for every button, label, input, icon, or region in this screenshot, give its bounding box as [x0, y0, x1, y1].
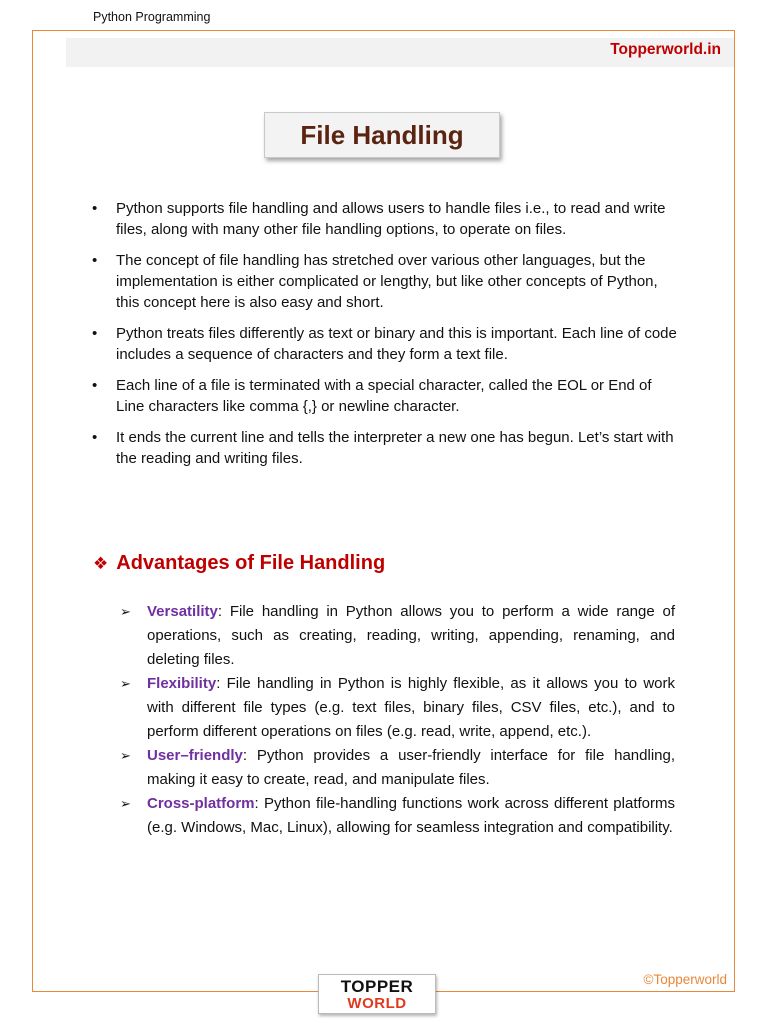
- advantage-item: [120, 600, 675, 672]
- advantage-item: [120, 744, 675, 792]
- bullet-icon: •: [92, 200, 98, 217]
- bullet-item: • The concept of file handling has stretched over various other languages, but the implementation is either complicated or lengthy, but like other concepts of Python, this concept here is also easy and short.: [92, 252, 658, 311]
- bullet-icon: •: [92, 325, 98, 342]
- page-title-box: [264, 112, 500, 158]
- copyright-note: ©Topperworld: [643, 972, 727, 987]
- arrow-bullet-icon: ➢: [120, 604, 131, 619]
- advantages-heading: ❖ Advantages of File Handling: [93, 552, 386, 574]
- advantage-item: [120, 672, 675, 744]
- advantages-list: [120, 600, 675, 840]
- logo-line-1: TOPPER: [340, 976, 414, 996]
- advantage-term: Cross-platform: [147, 795, 255, 812]
- bullet-item: • Each line of a file is terminated with a special character, called the EOL or End of Line characters like comma {,} or newline character.: [92, 377, 652, 415]
- arrow-bullet-icon: ➢: [120, 748, 131, 763]
- bullet-item: • It ends the current line and tells the interpreter a new one has begun. Let’s start with the reading and writing files.: [92, 429, 674, 467]
- bullet-icon: •: [92, 377, 98, 394]
- advantage-term: Versatility: [147, 603, 218, 620]
- advantage-item: [120, 792, 675, 840]
- advantage-text: : File handling in Python allows you to perform a wide range of operations, such as creating, reading, writing, appending, renaming, and deleting files.: [147, 603, 675, 668]
- arrow-bullet-icon: ➢: [120, 676, 131, 691]
- bullet-icon: •: [92, 252, 98, 269]
- four-diamond-icon: ❖: [93, 554, 109, 573]
- advantage-text: : Python provides a user-friendly interface for file handling, making it easy to create, read, and manipulate files.: [147, 747, 675, 788]
- logo-line-2: WORLD: [347, 994, 407, 1012]
- advantage-text: : Python file-handling functions work across different platforms (e.g. Windows, Mac, Linux), allowing for seamless integration and compatibility.: [147, 795, 675, 836]
- topperworld-logo: [318, 974, 436, 1014]
- running-head: Python Programming: [93, 10, 211, 24]
- arrow-bullet-icon: ➢: [120, 796, 131, 811]
- intro-bullet-list: [90, 198, 680, 479]
- advantage-term: User–friendly: [147, 747, 243, 764]
- advantage-term: Flexibility: [147, 675, 217, 692]
- bullet-item: • Python treats files differently as text or binary and this is important. Each line of code includes a sequence of characters and they form a text file.: [92, 325, 677, 363]
- page-title: File Handling: [300, 119, 464, 150]
- bullet-icon: •: [92, 429, 98, 446]
- site-link[interactable]: Topperworld.in: [610, 41, 721, 58]
- bullet-item: • Python supports file handling and allows users to handle files i.e., to read and write files, along with many other file handling options, to operate on files.: [92, 200, 666, 238]
- page-frame: [32, 30, 735, 992]
- advantage-text: : File handling in Python is highly flexible, as it allows you to work with different file types (e.g. text files, binary files, CSV files, etc.), and to perform different operations on files (e.g. read, write, append, etc.).: [147, 675, 675, 740]
